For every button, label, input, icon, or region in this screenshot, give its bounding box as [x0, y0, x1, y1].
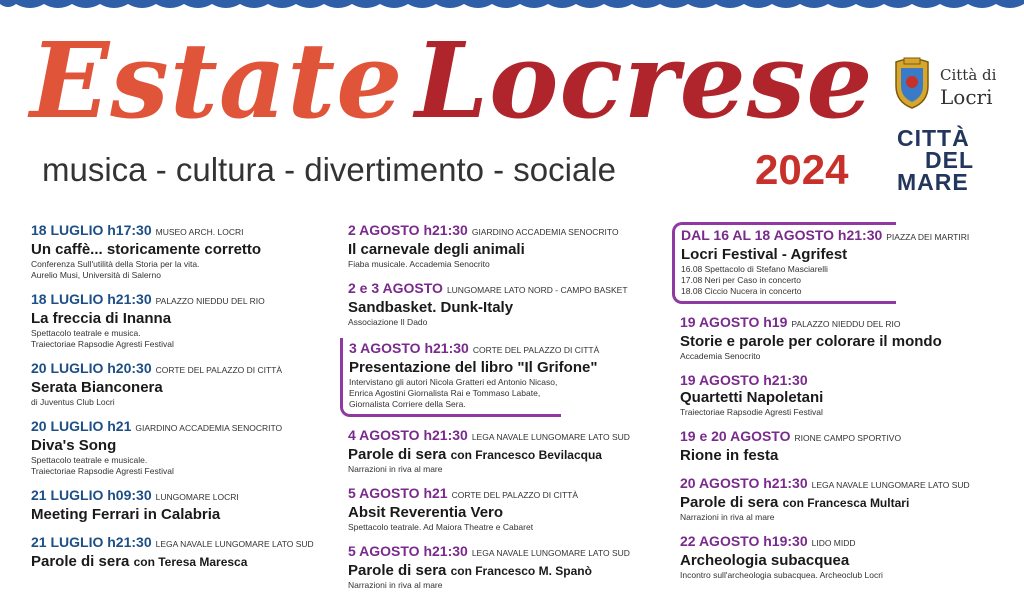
event-item	[680, 372, 1000, 418]
city-line2: Locri	[940, 85, 993, 109]
event-venue: RIONE CAMPO SPORTIVO	[794, 433, 902, 443]
title-estate: Estate	[30, 19, 404, 142]
event-desc: Associazione Il Dado	[348, 317, 428, 327]
event-date: 3 AGOSTO	[349, 340, 421, 356]
event-title: La freccia di Inanna	[31, 310, 172, 327]
event-date: 20 AGOSTO	[680, 475, 760, 491]
event-time: h21:30	[423, 222, 468, 238]
event-item-highlight	[340, 338, 600, 417]
event-venue: LUNGOMARE LOCRI	[155, 492, 239, 502]
event-desc: Narrazioni in riva al mare	[348, 580, 443, 590]
event-venue: PALAZZO NIEDDU DEL RIO	[155, 296, 265, 306]
event-item	[31, 534, 351, 571]
event-venue: GIARDINO ACCADEMIA SENOCRITO	[471, 227, 619, 237]
event-item	[31, 487, 351, 524]
event-venue: GIARDINO ACCADEMIA SENOCRITO	[135, 423, 283, 433]
event-date: 21 LUGLIO	[31, 487, 104, 503]
event-item	[348, 427, 668, 475]
event-date: 20 LUGLIO	[31, 360, 104, 376]
event-date: 19 AGOSTO	[680, 372, 760, 388]
event-desc: Traiectoriae Rapsodie Agresti Festival	[680, 407, 823, 417]
event-title: Parole di sera	[680, 494, 779, 511]
event-guest: con Teresa Maresca	[133, 555, 248, 569]
event-desc: Intervistano gli autori Nicola Gratteri ed Antonio Nicaso,	[349, 377, 558, 387]
event-item	[680, 428, 1000, 465]
column-agosto-2	[680, 222, 1000, 591]
event-desc: Fiaba musicale. Accademia Senocrito	[348, 259, 490, 269]
event-desc: Accademia Senocrito	[680, 351, 761, 361]
event-date: 18 LUGLIO	[31, 291, 104, 307]
event-time: h21:30	[424, 340, 469, 356]
event-time: h21:30	[423, 427, 468, 443]
event-time: h21:30	[763, 372, 808, 388]
event-venue: PALAZZO NIEDDU DEL RIO	[791, 319, 901, 329]
event-date: 4 AGOSTO	[348, 427, 420, 443]
event-guest: con Francesco M. Spanò	[450, 564, 592, 578]
event-venue: LEGA NAVALE LUNGOMARE LATO SUD	[471, 432, 630, 442]
event-date: 2 AGOSTO	[348, 222, 420, 238]
title-locrese: Locrese	[415, 19, 874, 142]
event-time: h09:30	[107, 487, 152, 503]
event-guest: con Francesca Multari	[782, 496, 910, 510]
citta-mare-line3: MARE	[897, 169, 969, 195]
citta-mare-line2: DEL	[925, 147, 974, 173]
event-desc: 17.08 Neri per Caso in concerto	[681, 275, 802, 285]
event-item	[680, 314, 1000, 362]
event-desc: Spettacolo teatrale e musica.	[31, 328, 141, 338]
event-date: 19 AGOSTO	[680, 314, 760, 330]
event-date: 19 e 20 AGOSTO	[680, 428, 791, 444]
event-title: Un caffè... storicamente corretto	[31, 241, 262, 258]
event-item	[31, 418, 351, 477]
event-title: Parole di sera	[348, 446, 447, 463]
event-item	[348, 280, 668, 328]
city-label	[940, 64, 996, 108]
event-time: h21:30	[763, 475, 808, 491]
event-venue: LIDO MIDD	[811, 538, 856, 548]
event-desc: Spettacolo teatrale. Ad Maiora Theatre e Cabaret	[348, 522, 534, 532]
top-wave-border	[0, 0, 1024, 12]
event-item	[31, 360, 351, 408]
event-time: h21:30	[107, 291, 152, 307]
event-time: h19	[763, 314, 788, 330]
event-venue: LEGA NAVALE LUNGOMARE LATO SUD	[471, 548, 630, 558]
event-desc: Traiectoriae Rapsodie Agresti Festival	[31, 466, 174, 476]
event-item	[348, 543, 668, 591]
event-date: 5 AGOSTO	[348, 543, 420, 559]
event-title: Parole di sera	[31, 553, 130, 570]
event-desc: di Juventus Club Locri	[31, 397, 115, 407]
event-venue: CORTE DEL PALAZZO DI CITTÀ	[451, 490, 579, 500]
event-date: 18 LUGLIO	[31, 222, 104, 238]
event-item	[348, 222, 668, 270]
event-desc: Traiectoriae Rapsodie Agresti Festival	[31, 339, 174, 349]
event-desc: Giornalista Corriere della Sera.	[349, 399, 466, 409]
event-time: h21:30	[837, 227, 883, 243]
event-date: 21 LUGLIO	[31, 534, 104, 550]
event-item-highlight	[672, 222, 970, 304]
event-item	[348, 485, 668, 533]
event-title: Rione in festa	[680, 447, 779, 464]
event-time: h20:30	[107, 360, 152, 376]
event-desc: Incontro sull'archeologia subacquea. Archeoclub Locri	[680, 570, 883, 580]
event-desc: Narrazioni in riva al mare	[348, 464, 443, 474]
event-item	[680, 533, 1000, 581]
city-line1: Città di	[940, 66, 997, 84]
citta-del-mare-logo	[897, 127, 989, 193]
event-title: Presentazione del libro "Il Grifone"	[349, 359, 598, 376]
event-venue: CORTE DEL PALAZZO DI CITTÀ	[472, 345, 600, 355]
event-time: h21:30	[107, 534, 152, 550]
event-venue: CORTE DEL PALAZZO DI CITTÀ	[155, 365, 283, 375]
column-luglio	[31, 222, 351, 581]
event-venue: LUNGOMARE LATO NORD - CAMPO BASKET	[446, 285, 628, 295]
column-agosto-1	[348, 222, 668, 601]
event-title: Diva's Song	[31, 437, 117, 454]
year: 2024	[755, 146, 849, 193]
event-date: 20 LUGLIO	[31, 418, 104, 434]
event-desc: Conferenza Sull'utilità della Storia per la vita.	[31, 259, 200, 269]
subtitle: musica - cultura - divertimento - sociale	[42, 151, 617, 188]
event-title: Meeting Ferrari in Calabria	[31, 506, 221, 523]
event-title: Storie e parole per colorare il mondo	[680, 333, 942, 350]
event-desc: Enrica Agostini Giornalista Rai e Tommaso Labate,	[349, 388, 541, 398]
event-time: h21	[107, 418, 132, 434]
event-desc: 16.08 Spettacolo di Stefano Masciarelli	[681, 264, 828, 274]
event-desc: Spettacolo teatrale e musicale.	[31, 455, 148, 465]
event-date: 5 AGOSTO	[348, 485, 420, 501]
event-item	[31, 291, 351, 350]
event-time: h19:30	[763, 533, 808, 549]
event-date: DAL 16 AL 18 AGOSTO	[681, 227, 835, 243]
event-desc: Aurelio Musi, Università di Salerno	[31, 270, 161, 280]
event-title: Archeologia subacquea	[680, 552, 850, 569]
event-title: Il carnevale degli animali	[348, 241, 525, 258]
event-venue: MUSEO ARCH. LOCRI	[155, 227, 244, 237]
event-venue: LEGA NAVALE LUNGOMARE LATO SUD	[155, 539, 314, 549]
city-crest-icon	[892, 56, 932, 110]
event-desc: Narrazioni in riva al mare	[680, 512, 775, 522]
event-title: Serata Bianconera	[31, 379, 163, 396]
event-time: h21	[423, 485, 448, 501]
event-date: 2 e 3 AGOSTO	[348, 280, 443, 296]
event-date: 22 AGOSTO	[680, 533, 760, 549]
event-item	[680, 475, 1000, 523]
event-title: Parole di sera	[348, 562, 447, 579]
event-title: Sandbasket. Dunk-Italy	[348, 299, 514, 316]
event-time: h21:30	[423, 543, 468, 559]
event-title: Quartetti Napoletani	[680, 389, 824, 406]
event-item	[31, 222, 351, 281]
event-title: Absit Reverentia Vero	[348, 504, 504, 521]
event-time: h17:30	[107, 222, 152, 238]
event-venue: PIAZZA DEI MARTIRI	[886, 232, 970, 242]
event-guest: con Francesco Bevilacqua	[450, 448, 602, 462]
event-title: Locri Festival - Agrifest	[681, 246, 848, 263]
event-desc: 18.08 Ciccio Nucera in concerto	[681, 286, 802, 296]
citta-mare-line1: CITTÀ	[897, 125, 970, 151]
event-venue: LEGA NAVALE LUNGOMARE LATO SUD	[811, 480, 970, 490]
